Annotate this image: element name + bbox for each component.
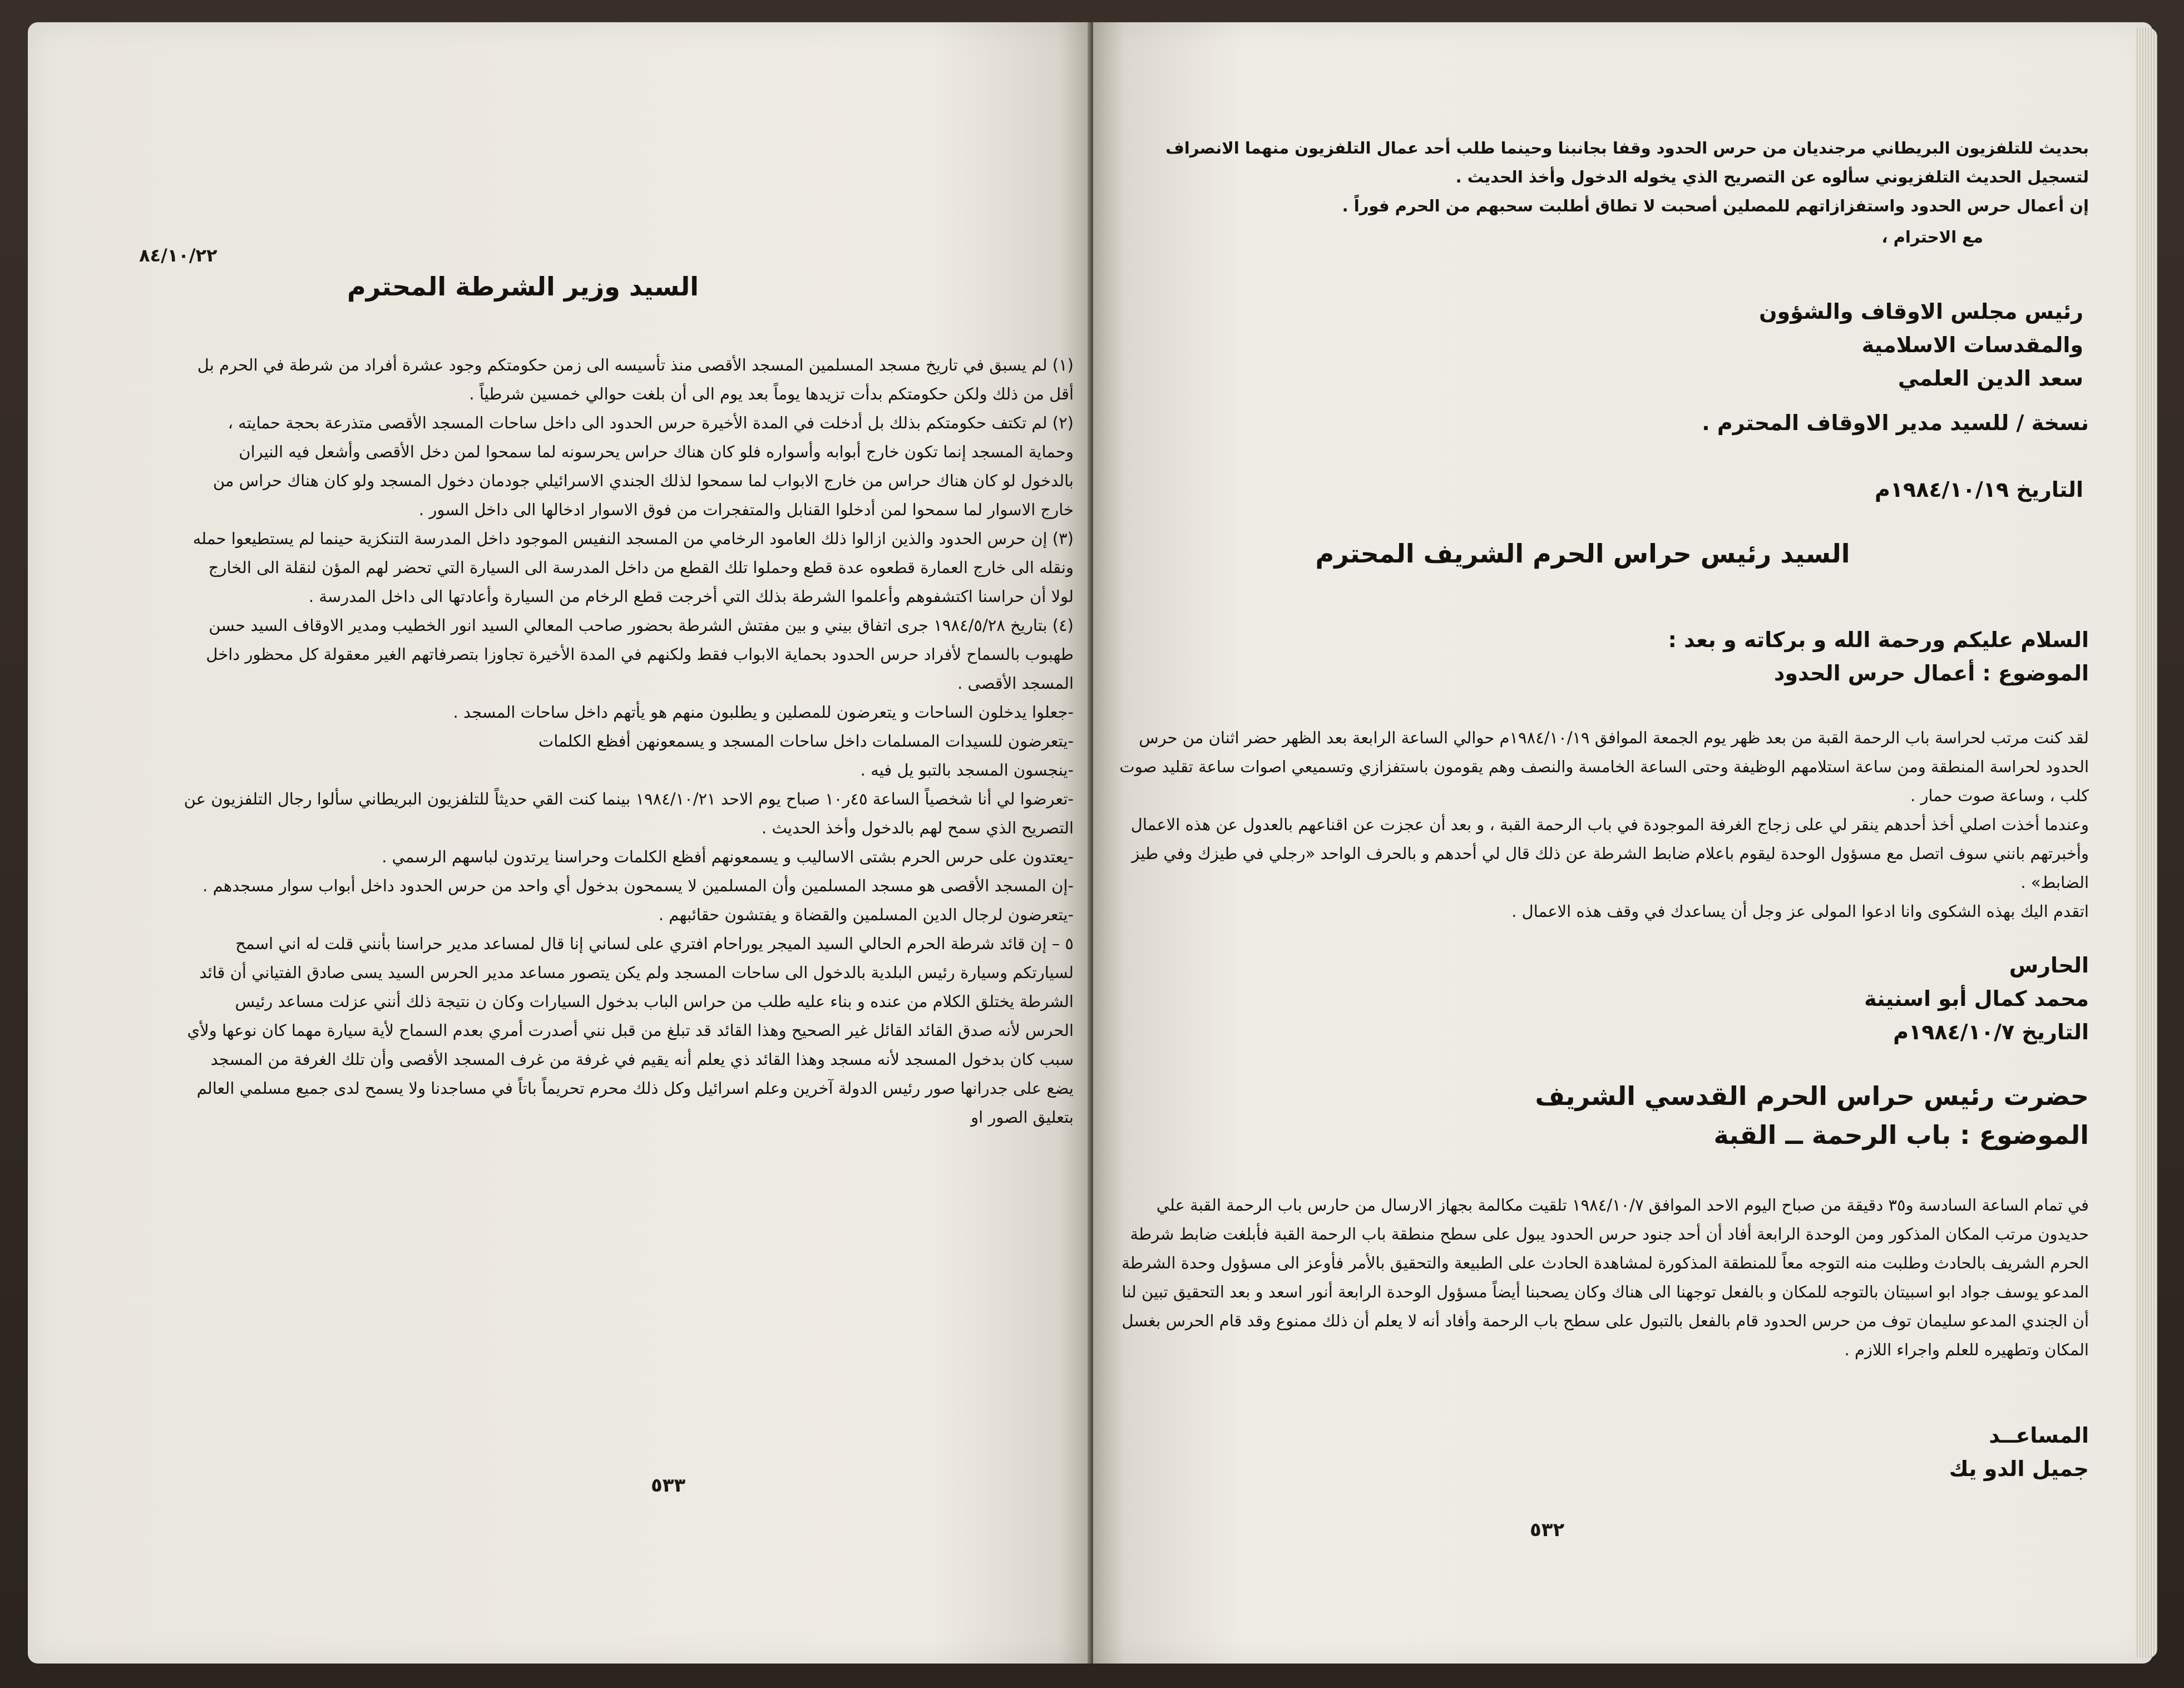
assistant-name: جميل الدو يك [1949, 1457, 2089, 1481]
bullet-5: -يعتدون على حرس الحرم بشتى الاساليب و يسمعونهم أفظع الكلمات وحراسنا يرتدون لباسهم الرسمي . [382, 847, 1074, 866]
paragraph-1: (١) لم يسبق في تاريخ مسجد المسلمين المسجد الأقصى منذ تأسيسه الى زمن حكومتكم وجود عشرة أفراد من شرطة في الحرم بل أقل من ذلك ولكن حكومتكم بدأت تزيدها يوماً بعد يوم الى أن بلغت حوالي خمسين شرطياً . [197, 356, 1074, 403]
left-page-number: ٥٣٣ [651, 1474, 686, 1497]
paragraph-2: (٢) لم تكتف حكومتكم بذلك بل أدخلت في المدة الأخيرة حرس الحدود الى داخل ساحات المسجد الأقصى متذرعة بحجة حمايته ، وحماية المسجد إنما تكون خارج أبوابه وأسواره فلو كان هناك حراس يحرسونه لما سمحوا لمن دخل الأقصى وأشعل فيه النيران بالدخول لو كان هناك حراس من خارج الابواب لما سمحوا لذلك الجندي الاسرائيلي جودمان دخول المسجد ولو كان هناك حراس من خارج الاسوار لما سمحوا لمن أدخلوا القنابل والمتفجرات من فوق الاسوار ادخالها الى داخل السور . [213, 413, 1074, 519]
closing-text: مع الاحترام ، [1881, 228, 1983, 246]
bullet-3: -ينجسون المسجد بالتبو يل فيه . [860, 761, 1074, 779]
signatory-line-1: رئيس مجلس الاوقاف والشؤون [1759, 299, 2083, 324]
signatory-line-2: والمقدسات الاسلامية [1861, 333, 2083, 357]
letter2-paragraph-1: لقد كنت مرتب لحراسة باب الرحمة القبة من بعد ظهر يوم الجمعة الموافق ١٩٨٤/١٠/١٩م حوالي الساعة الرابعة بعد الظهر حضر اثنان من حرس الحدود لحراسة المنطقة ومن ساعة استلامهم الوظيفة وحتى الساعة الخامسة والنصف وهم يقومون باستفزازي وتسميعي اصوات ساعة تقليد صوت كلب ، وساعة صوت حمار . [1119, 728, 2089, 805]
right-page [1093, 22, 2153, 1664]
letter2-header [1427, 623, 2089, 690]
letter2-body [1104, 723, 2089, 926]
letter2-paragraph-2: وعندما أخذت اصلي أخذ أحدهم ينقر لي على زجاج الغرفة الموجودة في باب الرحمة القبة ، و بعد أن عجزت عن اقناعهم بالعدول عن هذه الاعمال وأخبرتهم بانني سوف اتصل مع مسؤول الوحدة ليقوم باعلام ضابط الشرطة عن ذلك قال لي أحدهم و بالحرف الواحد «رجلي في طيزك وفي طيز الضابط» . [1130, 815, 2089, 892]
letter3-header [1277, 1077, 2089, 1154]
letter2-paragraph-3: اتقدم اليك بهذه الشكوى وانا ادعوا المولى عز وجل أن يساعدك في وقف هذه الاعمال . [1511, 902, 2089, 921]
paragraph-3: (٣) إن حرس الحدود والذين ازالوا ذلك العامود الرخامي من المسجد النفيس الموجود داخل المدرسة التنكزية حينما لم يستطيعوا حمله ونقله الى خارج العمارة قطعوه عدة قطع وحملوا تلك القطع من داخل المدرسة الى السيارة التي تحضر لهم المؤن لنقلة الى الخارج لولا أن حراسنا اكتشفوهم وأعلموا الشرطة بذلك التي أخرجت قطع الرخام من السيارة وأعادتها الى داخل المدرسة . [192, 529, 1074, 606]
intro-paragraph-2: إن أعمال حرس الحدود واستفزازاتهم للمصلين أصحبت لا تطاق أطلبت سحبهم من الحرم فوراً . [1342, 196, 2089, 215]
bullet-7: -يتعرضون لرجال الدين المسلمين والقضاة و يفتشون حقائبهم . [658, 905, 1074, 924]
letter3-signature [1705, 1419, 2089, 1485]
copy-note: نسخة / للسيد مدير الاوقاف المحترم . [1702, 411, 2089, 435]
signatory-block [1594, 295, 2083, 395]
letter3-paragraph: في تمام الساعة السادسة و٣٥ دقيقة من صباح اليوم الاحد الموافق ١٩٨٤/١٠/٧ تلقيت مكالمة بجهاز الارسال من حارس باب الرحمة القبة علي حديدون مرتب المكان المذكور ومن الوحدة الرابعة أفاد أن أحد جنود حرس الحدود يبول على سطح منطقة باب الرحمة القبة فأبلغت ضابط شرطة الحرم الشريف بالحادث وطلبت منه التوجه معاً للمنطقة المذكورة لمشاهدة الحادث على الطبيعة والتحقيق بالأمر فأوعز الى مسؤول وحدة الشرطة المدعو يوسف جواد ابو اسبيتان بالتوجه للمكان و بالفعل توجهنا الى هناك وكان يصحبنا أيضاً مسؤول الوحدة الرابعة أنور اسعد و بعد التحقيق تبين لنا أن الجندي المدعو سليمان توف من حرس الحدود قام بالفعل بالتبول على سطح باب الرحمة وأفاد أنه لا يعلم أن ذلك ممنوع وقد قام الحرس بغسل المكان وتطهيره للعلم واجراء اللازم . [1121, 1196, 2089, 1359]
letter3-subject: الموضوع : باب الرحمة ــ القبة [1713, 1120, 2089, 1150]
right-page-intro [1104, 134, 2089, 220]
intro-paragraph-1: بحديث للتلفزيون البريطاني مرجنديان من حرس الحدود وقفا بجانبنا وحينما طلب أحد عمال التلفزيون منهما الانصراف لتسجيل الحديث التلفزيوني سألوه عن التصريح الذي يخوله الدخول وأخذ الحديث . [1165, 139, 2089, 186]
letter2-title: السيد رئيس حراس الحرم الشريف المحترم [1315, 539, 1850, 569]
left-page-body [184, 351, 1074, 1132]
paragraph-5: ٥ – إن قائد شرطة الحرم الحالي السيد الميجر يوراحام افتري على لساني إنا قال لمساعد مدير حراسنا بأنني قلت له اني اسمح لسيارتكم وسيارة رئيس البلدية بالدخول الى ساحات المسجد ولم يكن يتصور مساعد مدير الحرس السيد يسى صادق الفتياني أن قائد الشرطة يختلق الكلام من عنده و بناء عليه طلب من حراس الباب بدخول السيارات وكان ن نتيجة ذلك أنني عزلت مساعد رئيس الحرس لأنه صدق القائد القائل غير الصحيح وهذا القائد قد تبلغ من قبل نني أصدرت أمري بعدم السماح لأية سيارة مهما كان نوعها ولأي سبب كان بدخول المسجد لأنه مسجد وهذا القائد ذي يعلم أنه يقيم في غرفة من غرف المسجد الأقصى وأن تلك الغرفة من المسجد يضع على جدرانها صور رئيس الدولة آخرين وعلم اسرائيل وكل ذلك محرم تحريماً باتاً في مساجدنا ولا يسمح لدى جميع مسلمي العالم بتعليق الصور او [187, 934, 1074, 1127]
guard-name: محمد كمال أبو اسنينة [1864, 986, 2089, 1011]
open-book [17, 22, 2164, 1664]
bullet-2: -يتعرضون للسيدات المسلمات داخل ساحات المسجد و يسمعونهن أفظع الكلمات [538, 732, 1074, 751]
page-edges [2135, 28, 2157, 1658]
left-page-title: السيد وزير الشرطة المحترم [347, 272, 699, 302]
letter2-date: التاريخ ١٩٨٤/١٠/١٩م [1874, 477, 2083, 502]
letter2-greeting: السلام عليكم ورحمة الله و بركاته و بعد : [1668, 628, 2089, 652]
signatory-line-3: سعد الدين العلمي [1898, 366, 2083, 391]
bullet-1: -جعلوا يدخلون الساحات و يتعرضون للمصلين و يطلبون منهم هو يأتهم داخل ساحات المسجد . [453, 703, 1074, 722]
left-page [28, 22, 1090, 1664]
letter2-subject: الموضوع : أعمال حرس الحدود [1773, 661, 2089, 685]
assistant-title: المساعــد [1989, 1423, 2089, 1448]
guard-date: التاريخ ١٩٨٤/١٠/٧م [1893, 1020, 2089, 1044]
bullet-4: -تعرضوا لي أنا شخصياً الساعة ٤٥ر١٠ صباح يوم الاحد ١٩٨٤/١٠/٢١ بينما كنت القي حديثاً للتلفزيون البريطاني سألوا رجال التلفزيون عن التصريح الذي سمح لهم بالدخول وأخذ الحديث . [184, 789, 1074, 837]
letter2-signature [1594, 949, 2089, 1049]
left-page-date: ٨٤/١٠/٢٢ [139, 245, 218, 266]
right-page-number: ٥٣٢ [1530, 1519, 1565, 1541]
letter3-title: حضرت رئيس حراس الحرم القدسي الشريف [1535, 1081, 2089, 1111]
letter3-body [1104, 1191, 2089, 1364]
bullet-6: -إن المسجد الأقصى هو مسجد المسلمين وأن المسلمين لا يسمحون بدخول أي واحد من حرس الحدود داخل أبواب سوار مسجدهم . [202, 876, 1074, 895]
guard-title: الحارس [2009, 953, 2089, 978]
paragraph-4: (٤) بتاريخ ١٩٨٤/٥/٢٨ جرى اتفاق بيني و بين مفتش الشرطة بحضور صاحب المعالي السيد انور الخطيب ومدير الاوقاف السيد حسن طهبوب بالسماح لأفراد حرس الحدود بحماية الابواب فقط ولكنهم في المدة الأخيرة تجاوزا بتصرفاتهم الغير معقولة كل محظور داخل المسجد الأقصى . [206, 616, 1074, 693]
